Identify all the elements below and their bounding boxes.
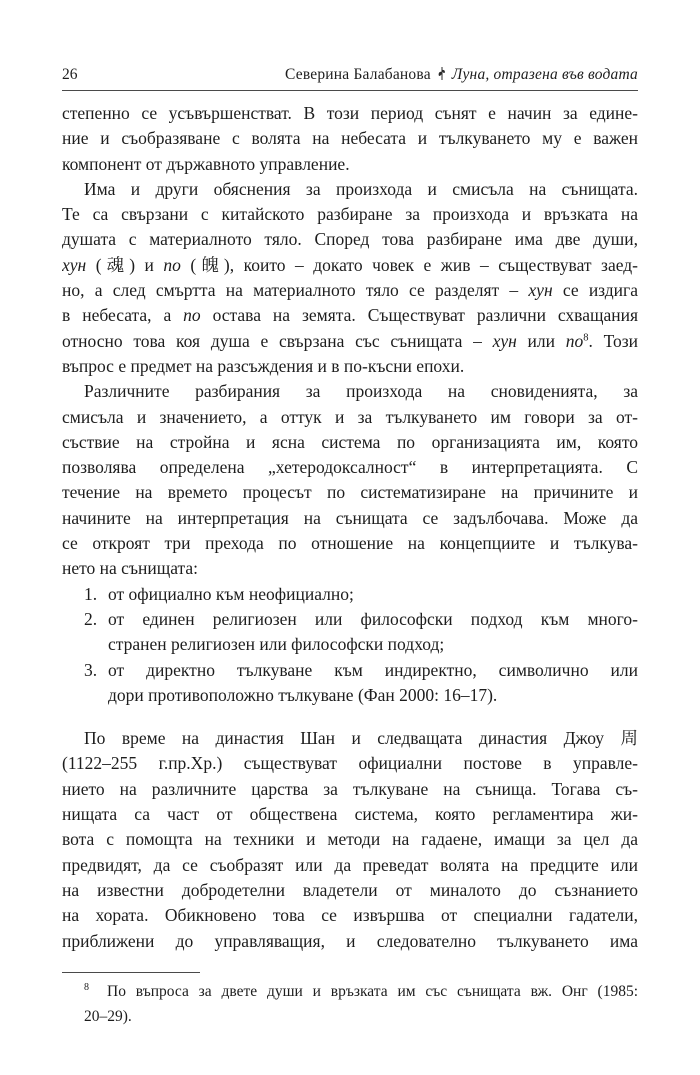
text-line: от единен религиозен или философски подход към много- — [108, 608, 638, 629]
text-line — [62, 329, 638, 354]
text-line: вота с помощта на техники и методи на гадаене, имащи за цел да — [62, 829, 638, 850]
text-line: нието на различните царства за тълкуване на сънища. Тогава съ- — [62, 778, 638, 799]
term-po: по — [163, 254, 181, 275]
text-segment: но, а след смъртта на материалното тяло се разделят – — [62, 280, 529, 301]
book-title: Луна, отразена във водата — [451, 66, 638, 83]
text-line: степенно се усъвършенстват. В този период сънят е начин за едине- — [62, 103, 638, 123]
text-line: позволява определена „хетеродоксалност“ в интерпретацията. С — [62, 457, 638, 478]
paragraph-2 — [62, 177, 638, 379]
list-item — [62, 607, 638, 658]
text-line: По време на династия Шан и следващата династия Джоу 周 — [84, 728, 638, 749]
text-line: компонент от държавното управление. — [62, 153, 350, 174]
footnote-line: 20–29). — [84, 1007, 132, 1025]
text-line: Различните разбирания за произхода на сновиденията, за — [84, 381, 638, 402]
list-marker: 1. — [84, 583, 98, 604]
footnote-reference: 8 — [583, 332, 589, 344]
text-segment: . Този — [588, 330, 638, 351]
paragraph-4 — [62, 726, 638, 954]
text-segment: се издига — [552, 280, 638, 301]
text-line: странен религиозен или философски подход; — [108, 634, 445, 655]
text-line: въпрос е предмет на разсъждения и в по-късни епохи. — [62, 355, 465, 376]
list-item — [62, 658, 638, 709]
numbered-list — [62, 582, 638, 708]
text-line: на известни добродетелни владетели от миналото до съзнанието — [62, 879, 638, 900]
text-line: дори противоположно тълкуване (Фан 2000: 16–17). — [108, 684, 498, 705]
text-line: приближени до управляващия, и следователно тълкуването има — [62, 930, 638, 951]
author-name: Северина Балабанова — [285, 66, 431, 83]
text-line: нищата са част от обществена система, която регламентира жи- — [62, 804, 638, 825]
text-segment: или — [516, 330, 566, 351]
text-line: предвидят, да се съобразят или да преведат волята на предците или — [62, 854, 638, 875]
term-hun: хун — [528, 280, 553, 301]
text-segment: остава на земята. Съществуват различни схващания — [200, 305, 638, 326]
text-segment: (魄), които – докато човек е жив – съществуват заед- — [180, 254, 638, 275]
term-hun: хун — [492, 330, 517, 351]
footnote-marker: 8 — [84, 982, 89, 993]
text-line: ние и съобразяване с волята на небесата и тълкуването му е важен — [62, 128, 638, 149]
text-line — [62, 303, 638, 328]
list-marker: 2. — [84, 608, 98, 629]
text-segment: в небесата, а — [62, 305, 184, 326]
header-rule — [62, 90, 638, 91]
paragraph-1 — [62, 101, 638, 177]
footnote-rule — [62, 972, 200, 973]
text-line: от официално към неофициално; — [108, 583, 354, 604]
text-line: смисъла и значението, а оттук и за тълкуването им говори за от- — [62, 406, 638, 427]
leaf-ornament-icon — [437, 66, 447, 81]
running-head — [62, 63, 638, 87]
term-hun: хун — [62, 254, 87, 275]
text-line: нето на сънищата: — [62, 558, 199, 579]
text-line — [62, 253, 638, 278]
running-title — [285, 63, 638, 87]
body-text — [62, 101, 638, 954]
text-line: течение на времето процесът по систематизиране на причините и — [62, 482, 638, 503]
footnote-text: По въпроса за двете души и връзката им със сънищата вж. Онг (1985: — [107, 983, 638, 1000]
paragraph-3 — [62, 379, 638, 581]
text-line: Те са свързани с китайското разбиране за произхода и връзката на — [62, 204, 638, 225]
term-po: по — [565, 330, 584, 351]
text-line: душата с материалното тяло. Според това разбиране има две души, — [62, 229, 638, 250]
page-number: 26 — [62, 66, 78, 83]
text-line: начините на интерпретация на сънищата се задълбочава. Може да — [62, 507, 638, 528]
term-po: по — [183, 305, 201, 326]
text-line: на хората. Обикновено това се извършва от специални гадатели, — [62, 905, 638, 926]
text-line: се откроят три прехода по отношение на концепциите и тълкува- — [62, 533, 638, 554]
text-line: съствие на стройна и ясна система по организацията им, която — [62, 431, 638, 452]
text-line: (1122–255 г.пр.Хр.) съществуват официални постове в управле- — [62, 753, 638, 774]
footnote — [62, 980, 638, 1029]
list-marker: 3. — [84, 659, 98, 680]
text-segment: относно това коя душа е свързана със сънищата – — [62, 330, 493, 351]
list-item — [62, 582, 638, 607]
text-line: Има и други обяснения за произхода и смисъла на сънищата. — [84, 178, 638, 199]
text-segment: (魂) и — [86, 254, 164, 275]
footnote-line — [62, 980, 638, 1005]
text-line — [62, 278, 638, 303]
text-line: от директно тълкуване към индиректно, символично или — [108, 659, 638, 680]
